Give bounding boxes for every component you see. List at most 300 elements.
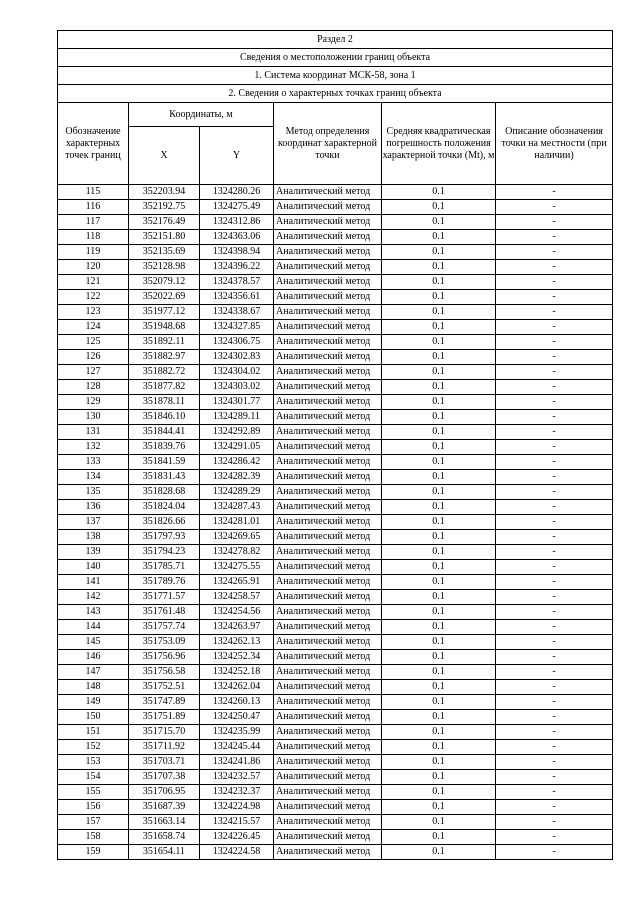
coord-x-cell: 351658.74: [129, 830, 200, 845]
coord-y-cell: 1324235.99: [200, 725, 274, 740]
table-row: [58, 320, 613, 335]
error-cell: 0.1: [382, 575, 496, 590]
coord-y-cell: 1324289.29: [200, 485, 274, 500]
coord-y-cell: 1324282.39: [200, 470, 274, 485]
description-cell: -: [496, 200, 613, 215]
table-row: [58, 770, 613, 785]
method-cell: Аналитический метод: [274, 335, 382, 350]
header-x: X: [129, 127, 200, 185]
coord-x-cell: 352176.49: [129, 215, 200, 230]
point-number-cell: 128: [58, 380, 129, 395]
error-cell: 0.1: [382, 320, 496, 335]
point-number-cell: 143: [58, 605, 129, 620]
error-cell: 0.1: [382, 845, 496, 860]
description-cell: -: [496, 335, 613, 350]
table-row: [58, 275, 613, 290]
coord-x-cell: 351846.10: [129, 410, 200, 425]
error-cell: 0.1: [382, 695, 496, 710]
method-cell: Аналитический метод: [274, 185, 382, 200]
coord-x-cell: 351771.57: [129, 590, 200, 605]
description-cell: -: [496, 815, 613, 830]
method-cell: Аналитический метод: [274, 695, 382, 710]
description-cell: -: [496, 275, 613, 290]
coord-y-cell: 1324269.65: [200, 530, 274, 545]
description-cell: -: [496, 650, 613, 665]
error-cell: 0.1: [382, 485, 496, 500]
coord-y-cell: 1324263.97: [200, 620, 274, 635]
method-cell: Аналитический метод: [274, 770, 382, 785]
error-cell: 0.1: [382, 725, 496, 740]
coord-y-cell: 1324275.55: [200, 560, 274, 575]
error-cell: 0.1: [382, 335, 496, 350]
coord-x-cell: 351785.71: [129, 560, 200, 575]
point-number-cell: 145: [58, 635, 129, 650]
table-row: [58, 620, 613, 635]
table-row: [58, 530, 613, 545]
point-number-cell: 116: [58, 200, 129, 215]
coord-x-cell: 351663.14: [129, 815, 200, 830]
coord-x-cell: 351828.68: [129, 485, 200, 500]
coord-x-cell: 351753.09: [129, 635, 200, 650]
table-row: [58, 845, 613, 860]
description-cell: -: [496, 590, 613, 605]
description-cell: -: [496, 740, 613, 755]
coord-x-cell: 351831.43: [129, 470, 200, 485]
table-row: [58, 185, 613, 200]
table-row: [58, 590, 613, 605]
error-cell: 0.1: [382, 620, 496, 635]
point-number-cell: 135: [58, 485, 129, 500]
point-number-cell: 157: [58, 815, 129, 830]
coord-x-cell: 351948.68: [129, 320, 200, 335]
coord-y-cell: 1324245.44: [200, 740, 274, 755]
point-number-cell: 138: [58, 530, 129, 545]
table-row: [58, 710, 613, 725]
coord-x-cell: 352079.12: [129, 275, 200, 290]
coord-y-cell: 1324262.04: [200, 680, 274, 695]
point-number-cell: 140: [58, 560, 129, 575]
table-row: [58, 395, 613, 410]
coord-y-cell: 1324224.98: [200, 800, 274, 815]
table-row: [58, 545, 613, 560]
coord-x-cell: 351706.95: [129, 785, 200, 800]
coord-y-cell: 1324306.75: [200, 335, 274, 350]
coord-x-cell: 351882.72: [129, 365, 200, 380]
table-row: [58, 785, 613, 800]
table-row: [58, 515, 613, 530]
method-cell: Аналитический метод: [274, 800, 382, 815]
point-number-cell: 132: [58, 440, 129, 455]
coord-x-cell: 351757.74: [129, 620, 200, 635]
point-number-cell: 155: [58, 785, 129, 800]
table-row: [58, 560, 613, 575]
description-cell: -: [496, 440, 613, 455]
error-cell: 0.1: [382, 815, 496, 830]
coord-x-cell: 351841.59: [129, 455, 200, 470]
method-cell: Аналитический метод: [274, 230, 382, 245]
description-cell: -: [496, 320, 613, 335]
coord-y-cell: 1324312.86: [200, 215, 274, 230]
coord-y-cell: 1324215.57: [200, 815, 274, 830]
error-cell: 0.1: [382, 770, 496, 785]
coord-x-cell: 352022.69: [129, 290, 200, 305]
coord-x-cell: 351824.04: [129, 500, 200, 515]
method-cell: Аналитический метод: [274, 365, 382, 380]
coord-y-cell: 1324303.02: [200, 380, 274, 395]
table-row: [58, 815, 613, 830]
point-number-cell: 159: [58, 845, 129, 860]
header-y: Y: [200, 127, 274, 185]
description-cell: -: [496, 545, 613, 560]
table-row: [58, 260, 613, 275]
error-cell: 0.1: [382, 530, 496, 545]
description-cell: -: [496, 770, 613, 785]
table-row: [58, 695, 613, 710]
table-row: [58, 500, 613, 515]
coord-x-cell: 351797.93: [129, 530, 200, 545]
point-number-cell: 126: [58, 350, 129, 365]
coord-x-cell: 351751.89: [129, 710, 200, 725]
table-row: [58, 455, 613, 470]
method-cell: Аналитический метод: [274, 470, 382, 485]
error-cell: 0.1: [382, 365, 496, 380]
coord-y-cell: 1324252.18: [200, 665, 274, 680]
point-number-cell: 149: [58, 695, 129, 710]
coord-x-cell: 351687.39: [129, 800, 200, 815]
coord-x-cell: 352151.80: [129, 230, 200, 245]
table-row: [58, 290, 613, 305]
table-row: [58, 635, 613, 650]
error-cell: 0.1: [382, 710, 496, 725]
coord-y-cell: 1324275.49: [200, 200, 274, 215]
table-row: [58, 650, 613, 665]
table-row: [58, 245, 613, 260]
point-number-cell: 127: [58, 365, 129, 380]
description-cell: -: [496, 485, 613, 500]
error-cell: 0.1: [382, 350, 496, 365]
description-cell: -: [496, 830, 613, 845]
point-number-cell: 136: [58, 500, 129, 515]
method-cell: Аналитический метод: [274, 245, 382, 260]
description-cell: -: [496, 755, 613, 770]
point-number-cell: 119: [58, 245, 129, 260]
error-cell: 0.1: [382, 380, 496, 395]
coord-x-cell: 351707.38: [129, 770, 200, 785]
error-cell: 0.1: [382, 755, 496, 770]
description-cell: -: [496, 365, 613, 380]
point-number-cell: 117: [58, 215, 129, 230]
description-cell: -: [496, 665, 613, 680]
table-row: [58, 665, 613, 680]
coord-x-cell: 351654.11: [129, 845, 200, 860]
coord-x-cell: 351703.71: [129, 755, 200, 770]
coord-y-cell: 1324281.01: [200, 515, 274, 530]
description-cell: -: [496, 350, 613, 365]
method-cell: Аналитический метод: [274, 560, 382, 575]
method-cell: Аналитический метод: [274, 260, 382, 275]
method-cell: Аналитический метод: [274, 530, 382, 545]
coord-y-cell: 1324226.45: [200, 830, 274, 845]
table-row: [58, 470, 613, 485]
method-cell: Аналитический метод: [274, 410, 382, 425]
coord-x-cell: 351877.82: [129, 380, 200, 395]
point-number-cell: 134: [58, 470, 129, 485]
table-row: [58, 215, 613, 230]
error-cell: 0.1: [382, 425, 496, 440]
method-cell: Аналитический метод: [274, 395, 382, 410]
method-cell: Аналитический метод: [274, 635, 382, 650]
method-cell: Аналитический метод: [274, 620, 382, 635]
method-cell: Аналитический метод: [274, 740, 382, 755]
table-row: [58, 200, 613, 215]
point-number-cell: 141: [58, 575, 129, 590]
method-cell: Аналитический метод: [274, 605, 382, 620]
coord-y-cell: 1324378.57: [200, 275, 274, 290]
coord-y-cell: 1324356.61: [200, 290, 274, 305]
method-cell: Аналитический метод: [274, 680, 382, 695]
description-cell: -: [496, 695, 613, 710]
method-cell: Аналитический метод: [274, 650, 382, 665]
description-cell: -: [496, 260, 613, 275]
method-cell: Аналитический метод: [274, 425, 382, 440]
coord-x-cell: 351747.89: [129, 695, 200, 710]
coord-y-cell: 1324287.43: [200, 500, 274, 515]
table-row: [58, 725, 613, 740]
error-cell: 0.1: [382, 290, 496, 305]
point-number-cell: 142: [58, 590, 129, 605]
error-cell: 0.1: [382, 545, 496, 560]
coord-y-cell: 1324398.94: [200, 245, 274, 260]
coord-y-cell: 1324224.58: [200, 845, 274, 860]
error-cell: 0.1: [382, 680, 496, 695]
coord-x-cell: 351756.58: [129, 665, 200, 680]
method-cell: Аналитический метод: [274, 515, 382, 530]
coord-y-cell: 1324286.42: [200, 455, 274, 470]
error-cell: 0.1: [382, 230, 496, 245]
description-cell: -: [496, 725, 613, 740]
coord-y-cell: 1324258.57: [200, 590, 274, 605]
error-cell: 0.1: [382, 245, 496, 260]
table-row: [58, 800, 613, 815]
document-title: Сведения о местоположении границ объекта: [58, 49, 613, 67]
boundary-points-table: [57, 30, 613, 860]
coord-x-cell: 352203.94: [129, 185, 200, 200]
table-row: [58, 305, 613, 320]
header-coords: Координаты, м: [129, 103, 274, 127]
coord-x-cell: 351892.11: [129, 335, 200, 350]
point-number-cell: 122: [58, 290, 129, 305]
point-number-cell: 121: [58, 275, 129, 290]
coord-x-cell: 351715.70: [129, 725, 200, 740]
error-cell: 0.1: [382, 515, 496, 530]
point-number-cell: 151: [58, 725, 129, 740]
description-cell: -: [496, 410, 613, 425]
coord-x-cell: 351878.11: [129, 395, 200, 410]
description-cell: -: [496, 380, 613, 395]
description-cell: -: [496, 560, 613, 575]
description-cell: -: [496, 455, 613, 470]
error-cell: 0.1: [382, 800, 496, 815]
coord-y-cell: 1324250.47: [200, 710, 274, 725]
error-cell: 0.1: [382, 455, 496, 470]
method-cell: Аналитический метод: [274, 440, 382, 455]
description-cell: -: [496, 245, 613, 260]
method-cell: Аналитический метод: [274, 200, 382, 215]
table-row: [58, 575, 613, 590]
point-number-cell: 154: [58, 770, 129, 785]
table-subtitle: 2. Сведения о характерных точках границ объекта: [58, 85, 613, 103]
error-cell: 0.1: [382, 605, 496, 620]
method-cell: Аналитический метод: [274, 725, 382, 740]
error-cell: 0.1: [382, 785, 496, 800]
coord-y-cell: 1324232.37: [200, 785, 274, 800]
method-cell: Аналитический метод: [274, 845, 382, 860]
error-cell: 0.1: [382, 200, 496, 215]
description-cell: -: [496, 230, 613, 245]
coord-x-cell: 351794.23: [129, 545, 200, 560]
coord-y-cell: 1324265.91: [200, 575, 274, 590]
method-cell: Аналитический метод: [274, 500, 382, 515]
description-cell: -: [496, 800, 613, 815]
coord-y-cell: 1324396.22: [200, 260, 274, 275]
coordinate-system: 1. Система координат МСК-58, зона 1: [58, 67, 613, 85]
point-number-cell: 152: [58, 740, 129, 755]
method-cell: Аналитический метод: [274, 290, 382, 305]
error-cell: 0.1: [382, 395, 496, 410]
coord-x-cell: 351826.66: [129, 515, 200, 530]
description-cell: -: [496, 605, 613, 620]
table-row: [58, 230, 613, 245]
coord-x-cell: 351761.48: [129, 605, 200, 620]
error-cell: 0.1: [382, 635, 496, 650]
description-cell: -: [496, 620, 613, 635]
point-number-cell: 153: [58, 755, 129, 770]
error-cell: 0.1: [382, 830, 496, 845]
coord-y-cell: 1324260.13: [200, 695, 274, 710]
header-error: Средняя квадратическая погрешность положения характерной точки (Mt), м: [382, 103, 496, 185]
point-number-cell: 130: [58, 410, 129, 425]
coord-x-cell: 352128.98: [129, 260, 200, 275]
method-cell: Аналитический метод: [274, 350, 382, 365]
coord-y-cell: 1324252.34: [200, 650, 274, 665]
error-cell: 0.1: [382, 440, 496, 455]
point-number-cell: 156: [58, 800, 129, 815]
point-number-cell: 115: [58, 185, 129, 200]
header-method: Метод определения координат характерной точки: [274, 103, 382, 185]
method-cell: Аналитический метод: [274, 785, 382, 800]
description-cell: -: [496, 575, 613, 590]
method-cell: Аналитический метод: [274, 215, 382, 230]
header-point: Обозначение характерных точек границ: [58, 103, 129, 185]
point-number-cell: 148: [58, 680, 129, 695]
error-cell: 0.1: [382, 215, 496, 230]
description-cell: -: [496, 425, 613, 440]
description-cell: -: [496, 215, 613, 230]
table-row: [58, 380, 613, 395]
method-cell: Аналитический метод: [274, 755, 382, 770]
error-cell: 0.1: [382, 305, 496, 320]
description-cell: -: [496, 515, 613, 530]
point-number-cell: 120: [58, 260, 129, 275]
description-cell: -: [496, 470, 613, 485]
coord-y-cell: 1324301.77: [200, 395, 274, 410]
error-cell: 0.1: [382, 410, 496, 425]
method-cell: Аналитический метод: [274, 305, 382, 320]
coord-y-cell: 1324232.57: [200, 770, 274, 785]
description-cell: -: [496, 845, 613, 860]
coord-y-cell: 1324338.67: [200, 305, 274, 320]
table-row: [58, 605, 613, 620]
description-cell: -: [496, 635, 613, 650]
table-row: [58, 350, 613, 365]
error-cell: 0.1: [382, 275, 496, 290]
method-cell: Аналитический метод: [274, 575, 382, 590]
coord-x-cell: 352135.69: [129, 245, 200, 260]
table-row: [58, 740, 613, 755]
coord-x-cell: 351839.76: [129, 440, 200, 455]
point-number-cell: 125: [58, 335, 129, 350]
section-title: Раздел 2: [58, 31, 613, 49]
error-cell: 0.1: [382, 590, 496, 605]
method-cell: Аналитический метод: [274, 320, 382, 335]
error-cell: 0.1: [382, 260, 496, 275]
point-number-cell: 150: [58, 710, 129, 725]
method-cell: Аналитический метод: [274, 455, 382, 470]
description-cell: -: [496, 680, 613, 695]
method-cell: Аналитический метод: [274, 815, 382, 830]
coord-y-cell: 1324302.83: [200, 350, 274, 365]
method-cell: Аналитический метод: [274, 485, 382, 500]
error-cell: 0.1: [382, 470, 496, 485]
coord-y-cell: 1324291.05: [200, 440, 274, 455]
description-cell: -: [496, 500, 613, 515]
method-cell: Аналитический метод: [274, 590, 382, 605]
method-cell: Аналитический метод: [274, 665, 382, 680]
method-cell: Аналитический метод: [274, 380, 382, 395]
table-row: [58, 680, 613, 695]
point-number-cell: 131: [58, 425, 129, 440]
description-cell: -: [496, 710, 613, 725]
description-cell: -: [496, 785, 613, 800]
coord-x-cell: 351882.97: [129, 350, 200, 365]
coord-x-cell: 351977.12: [129, 305, 200, 320]
coord-y-cell: 1324292.89: [200, 425, 274, 440]
error-cell: 0.1: [382, 740, 496, 755]
point-number-cell: 137: [58, 515, 129, 530]
table-row: [58, 335, 613, 350]
table-row: [58, 410, 613, 425]
description-cell: -: [496, 305, 613, 320]
error-cell: 0.1: [382, 650, 496, 665]
point-number-cell: 129: [58, 395, 129, 410]
table-row: [58, 830, 613, 845]
table-row: [58, 485, 613, 500]
coord-y-cell: 1324363.06: [200, 230, 274, 245]
coord-y-cell: 1324304.02: [200, 365, 274, 380]
point-number-cell: 118: [58, 230, 129, 245]
coord-x-cell: 351711.92: [129, 740, 200, 755]
table-row: [58, 440, 613, 455]
error-cell: 0.1: [382, 560, 496, 575]
coord-y-cell: 1324278.82: [200, 545, 274, 560]
table-row: [58, 425, 613, 440]
description-cell: -: [496, 185, 613, 200]
coord-y-cell: 1324262.13: [200, 635, 274, 650]
coord-x-cell: 351789.76: [129, 575, 200, 590]
method-cell: Аналитический метод: [274, 275, 382, 290]
error-cell: 0.1: [382, 185, 496, 200]
description-cell: -: [496, 395, 613, 410]
